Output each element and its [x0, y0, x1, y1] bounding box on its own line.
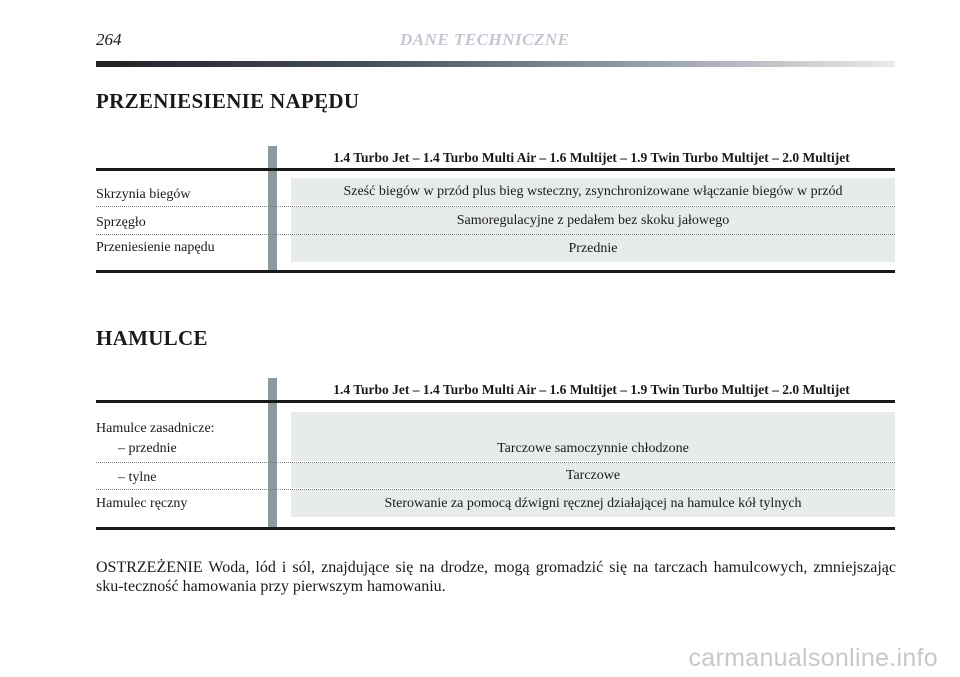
row-label: Sprzęgło: [96, 215, 146, 230]
table-header: 1.4 Turbo Jet – 1.4 Turbo Multi Air – 1.6 Multijet – 1.9 Twin Turbo Multijet – 2.0 Multijet: [333, 150, 850, 165]
row-label: – przednie: [118, 441, 177, 456]
brakes-title: HAMULCE: [96, 326, 208, 350]
table-vertical-bar: [268, 146, 277, 271]
table-bottom-rule: [96, 527, 895, 530]
row-value: Samoregulacyjne z pedałem bez skoku jałowego: [291, 207, 895, 234]
table-bottom-rule: [96, 270, 895, 273]
watermark: carmanualsonline.info: [688, 644, 938, 672]
row-label: Przeniesienie napędu: [96, 240, 215, 255]
table-header: 1.4 Turbo Jet – 1.4 Turbo Multi Air – 1.6 Multijet – 1.9 Twin Turbo Multijet – 2.0 Multijet: [333, 382, 850, 397]
row-label: Skrzynia biegów: [96, 187, 191, 202]
row-value: Tarczowe: [291, 463, 895, 488]
brakes-table: [96, 372, 895, 532]
header-bar: [96, 61, 895, 67]
row-value: Sześć biegów w przód plus bieg wsteczny, zsynchronizowane włączanie biegów w przód: [291, 178, 895, 205]
row-value: Tarczowe samoczynnie chłodzone: [291, 412, 895, 461]
group-label: Hamulce zasadnicze:: [96, 421, 215, 436]
running-head: DANE TECHNICZNE: [400, 30, 570, 49]
page-number: 264: [96, 30, 122, 49]
row-value: Sterowanie za pomocą dźwigni ręcznej działającej na hamulce kół tylnych: [291, 490, 895, 517]
transmission-table: [96, 140, 895, 275]
row-label: – tylne: [118, 470, 157, 485]
row-label: Hamulec ręczny: [96, 496, 188, 511]
row-value: Przednie: [291, 235, 895, 262]
transmission-title: PRZENIESIENIE NAPĘDU: [96, 89, 360, 113]
table-top-rule: [96, 168, 895, 171]
table-top-rule: [96, 400, 895, 403]
warning-note: OSTRZEŻENIE Woda, lód i sól, znajdujące się na drodze, mogą gromadzić się na tarczach hamulcowych, zmniejszając sku-teczność hamowania przy pierwszym hamowaniu.: [96, 559, 896, 595]
